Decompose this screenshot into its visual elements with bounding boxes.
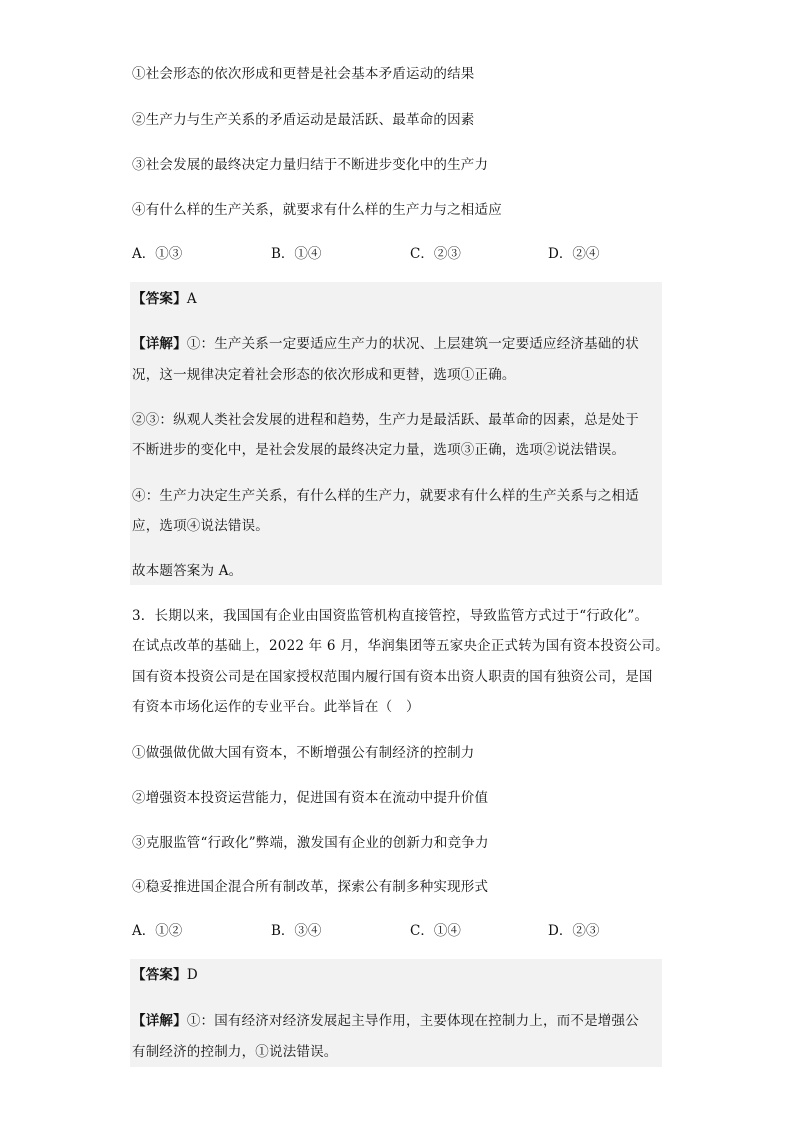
q3-option-d: D．②③: [548, 923, 600, 939]
q2-statement-2: ②生产力与生产关系的矛盾运动是最活跃、最革命的因素: [132, 112, 475, 128]
q2-detail-line-4: 不断进步的变化中，是社会发展的最终决定力量，选项③正确，选项②说法错误。: [132, 442, 626, 458]
q3-detail-label: 【详解】: [132, 1013, 187, 1029]
q2-detail-line-5: ④：生产力决定生产关系，有什么样的生产力，就要求有什么样的生产关系与之相适: [132, 488, 639, 504]
q2-statement-1: ①社会形态的依次形成和更替是社会基本矛盾运动的结果: [132, 66, 475, 82]
q3-statement-1: ①做强做优做大国有资本，不断增强公有制经济的控制力: [132, 745, 475, 761]
q2-detail-line-3: ②③：纵观人类社会发展的进程和趋势，生产力是最活跃、最革命的因素，总是处于: [132, 412, 639, 428]
q3-detail-line-1: [132, 1011, 639, 1031]
q2-conclusion: 故本题答案为 A。: [132, 563, 243, 579]
q3-option-b: B．③④: [271, 923, 322, 939]
q3-stem-line-2: 在试点改革的基础上，2022 年 6 月，华润集团等五家央企正式转为国有资本投资公司。: [132, 638, 669, 654]
q2-option-b: B．①④: [271, 246, 322, 262]
q3-statement-3: ③克服监管“行政化”弊端，激发国有企业的创新力和竞争力: [132, 835, 489, 851]
q2-option-c: C．②③: [410, 246, 461, 262]
q3-stem-line-1: 3．长期以来，我国国有企业由国资监管机构直接管控，导致监管方式过于“行政化”。: [132, 608, 649, 624]
q3-answer: [132, 965, 198, 985]
q2-analysis-shade: [130, 282, 662, 585]
q3-detail-text-1: ①：国有经济对经济发展起主导作用，主要体现在控制力上，而不是增强公: [186, 1013, 639, 1029]
q2-answer: [132, 289, 197, 309]
q2-option-a: A．①③: [132, 246, 183, 262]
q3-option-c: C．①④: [410, 923, 461, 939]
q2-detail-line-6: 应，选项④说法错误。: [132, 518, 269, 534]
q3-answer-label: 【答案】: [132, 967, 187, 983]
q2-detail-line-1: [132, 334, 639, 354]
q2-detail-line-2: 况，这一规律决定着社会形态的依次形成和更替，选项①正确。: [132, 367, 516, 383]
q3-answer-value: D: [186, 967, 198, 983]
q2-answer-value: A: [186, 291, 197, 307]
q2-detail-text-1: ①：生产关系一定要适应生产力的状况、上层建筑一定要适应经济基础的状: [186, 336, 639, 352]
q2-statement-3: ③社会发展的最终决定力量归结于不断进步变化中的生产力: [132, 157, 489, 173]
q2-answer-label: 【答案】: [132, 291, 187, 307]
q3-stem-line-3: 国有资本投资公司是在国家授权范围内履行国有资本出资人职责的国有独资公司，是国: [132, 669, 653, 685]
q3-option-a: A．①②: [132, 923, 183, 939]
q3-statement-2: ②增强资本投资运营能力，促进国有资本在流动中提升价值: [132, 790, 489, 806]
q3-detail-line-2: 有制经济的控制力，①说法错误。: [132, 1044, 338, 1060]
q3-statement-4: ④稳妥推进国企混合所有制改革，探索公有制多种实现形式: [132, 879, 489, 895]
q2-statement-4: ④有什么样的生产关系，就要求有什么样的生产力与之相适应: [132, 202, 502, 218]
q2-option-d: D．②④: [548, 246, 600, 262]
q2-detail-label: 【详解】: [132, 336, 187, 352]
q3-stem-line-4: 有资本市场化运作的专业平台。此举旨在（ ）: [132, 699, 420, 715]
